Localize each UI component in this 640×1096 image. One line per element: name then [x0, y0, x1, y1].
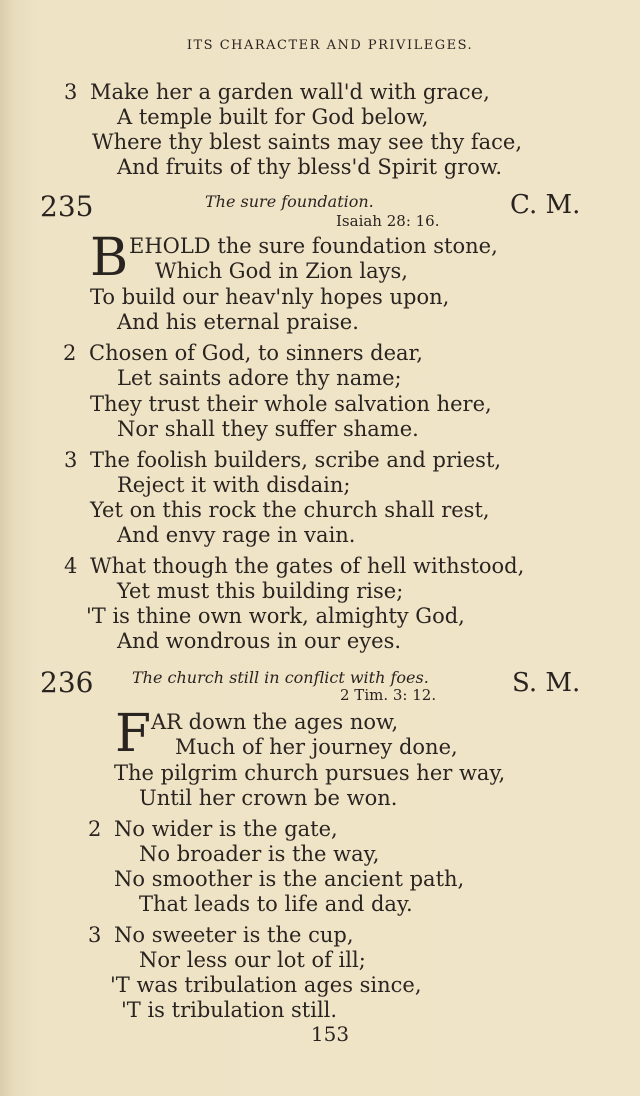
verse-line: 'T was tribulation ages since, — [110, 973, 422, 997]
drop-cap: F — [115, 704, 152, 764]
hymn-meter: S. M. — [512, 668, 581, 698]
drop-cap: B — [90, 228, 129, 288]
verse-line: 'T is thine own work, almighty God, — [86, 604, 465, 628]
verse-line: 3 The foolish builders, scribe and priest, — [64, 448, 502, 472]
verse-line: Where thy blest saints may see thy face, — [92, 130, 523, 154]
verse-line: 4 What though the gates of hell withstood, — [64, 554, 525, 578]
verse-line: 3 Make her a garden wall'd with grace, — [64, 80, 490, 104]
verse-line: EHOLD the sure foundation stone, — [129, 234, 498, 258]
hymn-meter: C. M. — [510, 190, 581, 220]
hymn-number: 236 — [40, 666, 94, 699]
verse-line: The pilgrim church pursues her way, — [114, 761, 506, 785]
verse-line: Yet on this rock the church shall rest, — [90, 498, 490, 522]
verse-number: 4 — [64, 554, 78, 578]
scripture-reference: 2 Tim. 3: 12. — [340, 686, 437, 704]
verse-line: No broader is the way, — [139, 842, 380, 866]
verse-line: Nor less our lot of ill; — [139, 948, 366, 972]
verse-line: 2 Chosen of God, to sinners dear, — [63, 341, 423, 365]
verse-line: Let saints adore thy name; — [117, 366, 402, 390]
running-head: ITS CHARACTER AND PRIVILEGES. — [186, 38, 474, 53]
verse-line: Reject it with disdain; — [117, 473, 351, 497]
verse-line: 'T is tribulation still. — [121, 998, 338, 1022]
verse-line: That leads to life and day. — [139, 892, 413, 916]
verse-line: Yet must this building rise; — [117, 579, 404, 603]
verse-line: Much of her journey done, — [175, 735, 458, 759]
verse-line: 3 No sweeter is the cup, — [88, 923, 354, 947]
verse-line: And fruits of thy bless'd Spirit grow. — [117, 155, 503, 179]
verse-number: 3 — [64, 80, 78, 104]
verse-line: To build our heav'nly hopes upon, — [90, 285, 450, 309]
verse-number: 2 — [63, 341, 77, 365]
verse-line: They trust their whole salvation here, — [90, 392, 492, 416]
verse-number: 2 — [88, 817, 102, 841]
hymn-title: The sure foundation. — [205, 192, 374, 211]
verse-line: Until her crown be won. — [139, 786, 398, 810]
verse-line: And his eternal praise. — [117, 310, 359, 334]
verse-line: Nor shall they suffer shame. — [117, 417, 419, 441]
verse-line: And envy rage in vain. — [117, 523, 356, 547]
hymn-title: The church still in conflict with foes. — [132, 668, 429, 687]
verse-number: 3 — [64, 448, 78, 472]
verse-line: A temple built for God below, — [117, 105, 429, 129]
verse-number: 3 — [88, 923, 102, 947]
hymn-number: 235 — [40, 190, 94, 223]
verse-line: No smoother is the ancient path, — [114, 867, 465, 891]
scripture-reference: Isaiah 28: 16. — [336, 212, 440, 230]
page-number: 153 — [310, 1022, 350, 1046]
verse-line: AR down the ages now, — [151, 710, 399, 734]
verse-line: And wondrous in our eyes. — [117, 629, 402, 653]
verse-line: Which God in Zion lays, — [155, 259, 408, 283]
verse-line: 2 No wider is the gate, — [88, 817, 338, 841]
